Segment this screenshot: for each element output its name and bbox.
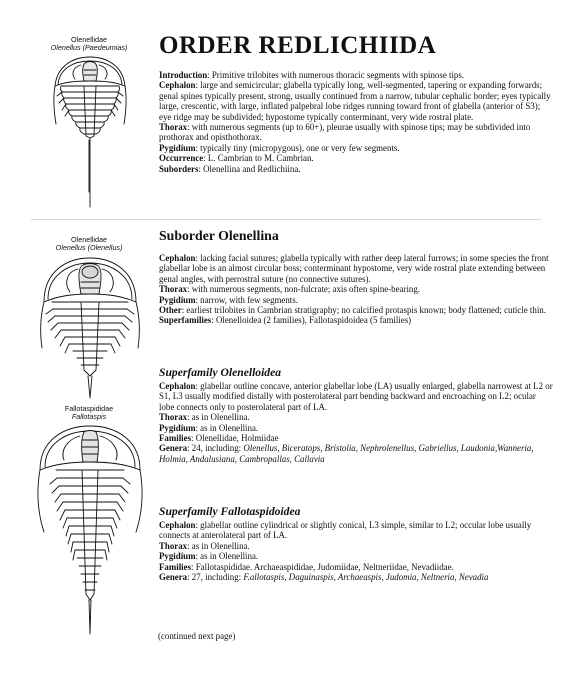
superfamily-paragraph bbox=[159, 541, 553, 551]
trilobite-fallotaspis-illustration bbox=[30, 422, 150, 642]
figure-genus: Olenellus (Paedeumias) bbox=[50, 43, 128, 52]
paragraph-label: Introduction bbox=[159, 70, 208, 80]
superfamily-paragraph bbox=[159, 433, 553, 443]
paragraph-label: Thorax bbox=[159, 122, 188, 133]
figure-caption-olenellus bbox=[30, 236, 148, 252]
suborder-paragraph bbox=[159, 253, 553, 284]
order-description bbox=[159, 70, 553, 174]
genera-paragraph bbox=[159, 572, 553, 582]
paragraph-label: Occurrence bbox=[159, 153, 204, 164]
suborder-description bbox=[159, 253, 553, 326]
paragraph-label: Pygidium bbox=[159, 294, 196, 305]
paragraph-text: : earliest trilobites in Cambrian stratigraphy; no calcified protaspis known; body flattened; cuticle thin. bbox=[181, 305, 546, 316]
trilobite-paedeumias-illustration bbox=[45, 52, 135, 212]
order-paragraph bbox=[159, 153, 553, 163]
genera-list: F.allotaspis, Daguinaspis, Archaeaspis, Judomia, Neltneria, Nevadia bbox=[243, 572, 489, 583]
paragraph-label: Other bbox=[159, 305, 182, 316]
paragraph-label: Families bbox=[159, 433, 192, 444]
figure-caption-paedeumias bbox=[30, 36, 148, 52]
paragraph-text: : Olenellina and Redlichiina. bbox=[198, 163, 301, 174]
superfamily-paragraph bbox=[159, 551, 553, 561]
superfamily-title: Superfamily Fallotaspidoidea bbox=[159, 505, 301, 518]
superfamily-olenelloidea bbox=[159, 366, 553, 464]
genera-count: : 24, including: bbox=[187, 443, 244, 454]
trilobite-olenellus-illustration bbox=[30, 252, 150, 402]
paragraph-label: Thorax bbox=[159, 284, 188, 295]
genera-list: Olenellus, Biceratops, Bristolia, Nephrolenellus, Gabriellus, Laudonia,Wanneria, Holmia, Andalusiana, Cambropallas, Callavia bbox=[159, 443, 534, 464]
order-paragraph bbox=[159, 122, 553, 143]
figure-genus: Fallotaspis bbox=[71, 412, 107, 421]
paragraph-text: : L. Cambrian to M. Cambrian. bbox=[203, 153, 314, 164]
figure-caption-fallotaspis bbox=[30, 405, 148, 421]
figure-genus: Olenellus (Olenellus) bbox=[55, 243, 123, 252]
superfamily-paragraph bbox=[159, 562, 553, 572]
order-paragraph bbox=[159, 80, 553, 122]
paragraph-label: Cephalon bbox=[159, 381, 196, 391]
superfamily-paragraph bbox=[159, 412, 553, 422]
paragraph-label: Suborders bbox=[159, 163, 199, 174]
paragraph-text: : as in Olenellina. bbox=[195, 551, 259, 562]
order-title: ORDER REDLICHIIDA bbox=[159, 32, 437, 59]
paragraph-text: : glabellar outline cylindrical or slightly conical, L3 simple, similar to L2; occular lobe usually connects at anterolateral part of LA. bbox=[159, 520, 532, 541]
paragraph-label: Cephalon bbox=[159, 80, 196, 91]
paragraph-text: : with numerous segments (up to 60+), pleurae usually with spinose tips; may be subdivided into prothorax and opisthothorax. bbox=[159, 122, 531, 143]
order-paragraph bbox=[159, 164, 553, 174]
paragraph-text: : as in Olenellina. bbox=[187, 540, 250, 551]
paragraph-label: Pygidium bbox=[159, 142, 196, 153]
paragraph-text: : Primitive trilobites with numerous thoracic segments with spinose tips. bbox=[207, 70, 465, 80]
paragraph-text: : with numerous segments, non-fulcrate; axis often spine-bearing. bbox=[187, 284, 421, 295]
paragraph-label: Genera bbox=[159, 443, 188, 454]
suborder-paragraph bbox=[159, 284, 553, 294]
paragraph-text: : Olenellidae, Holmiidae bbox=[191, 433, 279, 444]
superfamily-paragraph bbox=[159, 423, 553, 433]
order-paragraph bbox=[159, 70, 553, 80]
paragraph-text: : glabellar outline concave, anterior glabellar lobe (LA) usually enlarged, glabella narrowest at L2 or S1, L3 usually modified distally with posterolateral part bending backward and encroaching on L2; ocular lobe connects only to posterolateral part of LA. bbox=[159, 381, 553, 412]
suborder-paragraph bbox=[159, 295, 553, 305]
section-divider bbox=[31, 219, 541, 220]
paragraph-text: : Fallotaspididae. Archaeaspididae, Judomiidae, Neltneriidae, Nevadiidae. bbox=[191, 561, 454, 572]
suborder-title: Suborder Olenellina bbox=[159, 228, 279, 243]
paragraph-text: : typically tiny (micropygous), one or very few segments. bbox=[195, 142, 400, 153]
suborder-paragraph bbox=[159, 315, 553, 325]
genera-paragraph bbox=[159, 443, 553, 464]
suborder-paragraph bbox=[159, 305, 553, 315]
paragraph-text: : large and semicircular; glabella typically long, well-segmented, tapering or expanding forwards; genal spines typically present, strong, usually continued from a narrow, tubular cephalic border; eyes typically large, crescentic, with large, inflated palpebral lobe ridges running toward front of glabella (anterior of S3); eye ridge may be subdivided; hypostome typically conterminant, very wide rostral plate. bbox=[159, 80, 551, 122]
paragraph-label: Cephalon bbox=[159, 253, 196, 263]
figure-family: Fallotaspididae bbox=[64, 404, 114, 413]
paragraph-label: Superfamilies bbox=[159, 315, 212, 326]
genera-count: : 27, including: bbox=[187, 572, 244, 583]
order-paragraph bbox=[159, 143, 553, 153]
figure-family: Olenellidae bbox=[71, 235, 107, 244]
paragraph-label: Thorax bbox=[159, 540, 188, 551]
paragraph-label: Pygidium bbox=[159, 422, 196, 433]
superfamily-title: Superfamily Olenelloidea bbox=[159, 366, 282, 379]
paragraph-text: : as in Olenellina. bbox=[195, 422, 259, 433]
paragraph-text: : Olenelloidea (2 families), Fallotaspidoidea (5 families) bbox=[211, 315, 412, 326]
superfamily-paragraph bbox=[159, 381, 553, 412]
continued-note: (continued next page) bbox=[158, 631, 236, 641]
paragraph-text: : as in Olenellina. bbox=[187, 412, 250, 423]
paragraph-label: Genera bbox=[159, 572, 188, 583]
paragraph-label: Families bbox=[159, 561, 192, 572]
figure-family: Olenellidae bbox=[71, 35, 107, 44]
paragraph-label: Pygidium bbox=[159, 551, 196, 562]
paragraph-text: : narrow, with few segments. bbox=[195, 294, 298, 305]
superfamily-paragraph bbox=[159, 520, 553, 541]
paragraph-text: : lacking facial sutures; glabella typically with rather deep lateral furrows; in some species the front glabellar lobe is an almost circular boss; conterminant hypostome, very wide rostral plate extending between genal angles, with perrostral suture (no connective sutures). bbox=[159, 253, 549, 284]
superfamily-fallotaspidoidea bbox=[159, 505, 553, 582]
paragraph-label: Cephalon bbox=[159, 520, 196, 530]
paragraph-label: Thorax bbox=[159, 412, 188, 423]
